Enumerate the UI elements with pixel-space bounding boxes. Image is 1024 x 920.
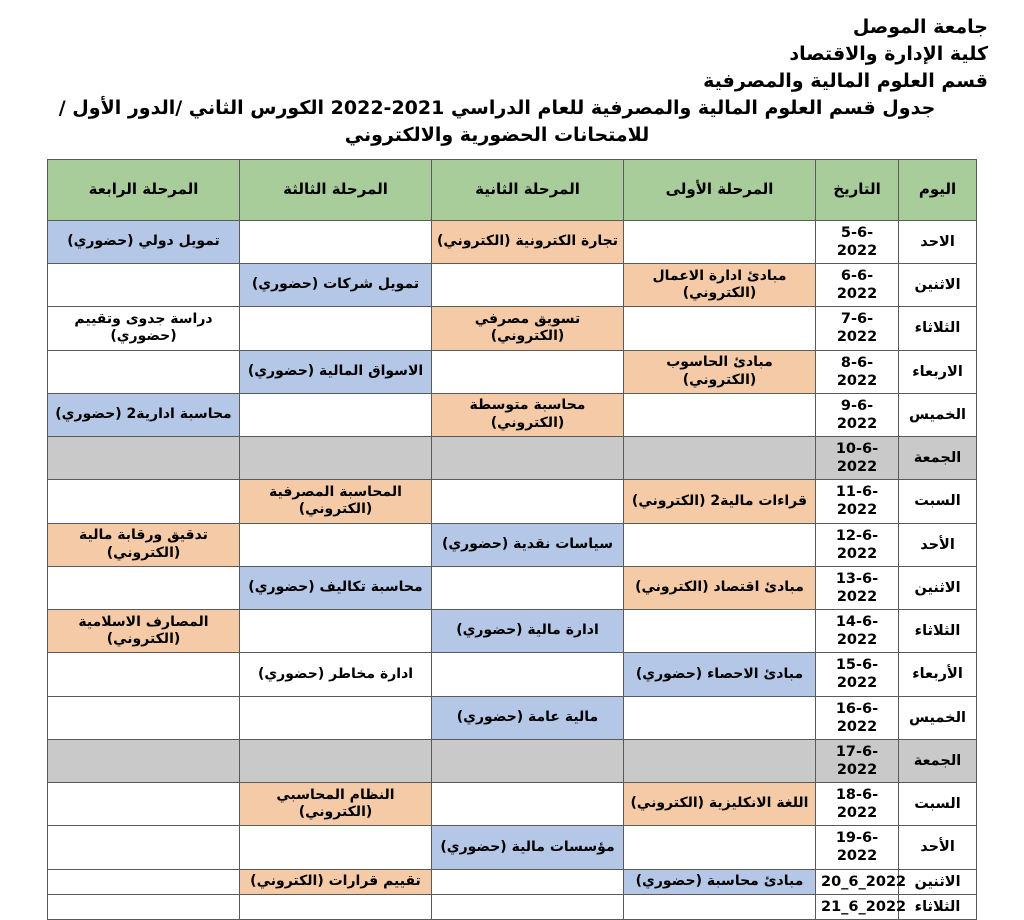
cell-day: الجمعة xyxy=(899,437,977,480)
cell-exam-stage-3 xyxy=(240,393,432,436)
cell-exam-stage-3 xyxy=(240,437,432,480)
cell-date: 16-6-2022 xyxy=(816,696,899,739)
cell-exam-stage-2 xyxy=(432,264,624,307)
college-name: كلية الإدارة والاقتصاد xyxy=(789,42,988,65)
cell-date: 13-6-2022 xyxy=(816,566,899,609)
cell-day: الاثنين xyxy=(899,869,977,894)
cell-exam-stage-2 xyxy=(432,783,624,826)
cell-exam-stage-3: المحاسبة المصرفية (الكتروني) xyxy=(240,480,432,523)
cell-day: السبت xyxy=(899,480,977,523)
cell-exam-stage-3 xyxy=(240,307,432,350)
cell-day: الأحد xyxy=(899,826,977,869)
cell-exam-stage-4 xyxy=(48,350,240,393)
cell-date: 9-6-2022 xyxy=(816,393,899,436)
cell-exam-stage-4: محاسبة ادارية2 (حضوري) xyxy=(48,393,240,436)
cell-exam-stage-2 xyxy=(432,566,624,609)
cell-exam-stage-1 xyxy=(624,826,816,869)
cell-exam-stage-1: مبادئ الاحصاء (حضوري) xyxy=(624,653,816,696)
cell-date: 17-6-2022 xyxy=(816,739,899,782)
cell-exam-stage-3 xyxy=(240,894,432,919)
cell-date: 14-6-2022 xyxy=(816,610,899,653)
cell-exam-stage-4: تمويل دولي (حضوري) xyxy=(48,220,240,263)
cell-exam-stage-4 xyxy=(48,696,240,739)
cell-exam-stage-4: المصارف الاسلامية (الكتروني) xyxy=(48,610,240,653)
cell-exam-stage-1 xyxy=(624,393,816,436)
table-row xyxy=(48,894,977,919)
cell-exam-stage-2 xyxy=(432,350,624,393)
schedule-title: جدول قسم العلوم المالية والمصرفية للعام الدراسي 2021-2022 الكورس الثاني /الدور الأول / للامتحانات الحضورية والالكتروني xyxy=(58,96,936,146)
table-body xyxy=(48,220,977,919)
cell-exam-stage-4 xyxy=(48,783,240,826)
cell-exam-stage-4 xyxy=(48,437,240,480)
cell-exam-stage-2 xyxy=(432,869,624,894)
cell-exam-stage-3 xyxy=(240,523,432,566)
table-row xyxy=(48,783,977,826)
cell-exam-stage-1 xyxy=(624,437,816,480)
cell-exam-stage-1: اللغة الانكليزية (الكتروني) xyxy=(624,783,816,826)
cell-exam-stage-1: قراءات مالية2 (الكتروني) xyxy=(624,480,816,523)
cell-day: الاربعاء xyxy=(899,350,977,393)
table-row xyxy=(48,393,977,436)
table-row xyxy=(48,610,977,653)
cell-day: الأحد xyxy=(899,523,977,566)
cell-date: 15-6-2022 xyxy=(816,653,899,696)
cell-exam-stage-2: سياسات نقدية (حضوري) xyxy=(432,523,624,566)
cell-day: الأربعاء xyxy=(899,653,977,696)
cell-exam-stage-2 xyxy=(432,894,624,919)
table-row xyxy=(48,523,977,566)
table-row xyxy=(48,480,977,523)
cell-exam-stage-4 xyxy=(48,894,240,919)
cell-exam-stage-3: محاسبة تكاليف (حضوري) xyxy=(240,566,432,609)
cell-day: الاثنين xyxy=(899,566,977,609)
cell-date: 5-6-2022 xyxy=(816,220,899,263)
cell-exam-stage-1 xyxy=(624,696,816,739)
cell-exam-stage-2: تجارة الكترونية (الكتروني) xyxy=(432,220,624,263)
column-header-stage-1: المرحلة الأولى xyxy=(624,159,816,220)
cell-exam-stage-2 xyxy=(432,653,624,696)
cell-exam-stage-1 xyxy=(624,220,816,263)
cell-date: 19-6-2022 xyxy=(816,826,899,869)
cell-day: الخميس xyxy=(899,393,977,436)
cell-date: 20_6_2022 xyxy=(816,869,899,894)
cell-date: 7-6-2022 xyxy=(816,307,899,350)
table-row xyxy=(48,566,977,609)
cell-exam-stage-4: تدقيق ورقابة مالية (الكتروني) xyxy=(48,523,240,566)
cell-exam-stage-3 xyxy=(240,610,432,653)
cell-exam-stage-3: ادارة مخاطر (حضوري) xyxy=(240,653,432,696)
table-row xyxy=(48,350,977,393)
cell-day: الاحد xyxy=(899,220,977,263)
cell-exam-stage-2: مالية عامة (حضوري) xyxy=(432,696,624,739)
cell-day: السبت xyxy=(899,783,977,826)
cell-day: الاثنين xyxy=(899,264,977,307)
cell-exam-stage-1: مبادئ ادارة الاعمال (الكتروني) xyxy=(624,264,816,307)
university-name: جامعة الموصل xyxy=(852,16,988,38)
cell-day: الخميس xyxy=(899,696,977,739)
cell-exam-stage-1: مبادئ اقتصاد (الكتروني) xyxy=(624,566,816,609)
column-header-day: اليوم xyxy=(899,159,977,220)
cell-exam-stage-4 xyxy=(48,826,240,869)
table-row xyxy=(48,826,977,869)
cell-exam-stage-3: النظام المحاسبي (الكتروني) xyxy=(240,783,432,826)
cell-exam-stage-4 xyxy=(48,653,240,696)
cell-date: 12-6-2022 xyxy=(816,523,899,566)
table-row xyxy=(48,264,977,307)
cell-day: الثلاثاء xyxy=(899,894,977,919)
cell-exam-stage-1: مبادئ الحاسوب (الكتروني) xyxy=(624,350,816,393)
cell-exam-stage-2 xyxy=(432,437,624,480)
cell-date: 21_6_2022 xyxy=(816,894,899,919)
cell-exam-stage-3 xyxy=(240,696,432,739)
cell-exam-stage-2: محاسبة متوسطة (الكتروني) xyxy=(432,393,624,436)
cell-exam-stage-3: الاسواق المالية (حضوري) xyxy=(240,350,432,393)
column-header-stage-4: المرحلة الرابعة xyxy=(48,159,240,220)
cell-exam-stage-3: تقييم قرارات (الكتروني) xyxy=(240,869,432,894)
cell-exam-stage-4 xyxy=(48,264,240,307)
table-row xyxy=(48,307,977,350)
cell-exam-stage-1 xyxy=(624,894,816,919)
cell-exam-stage-3 xyxy=(240,220,432,263)
table-row xyxy=(48,653,977,696)
cell-exam-stage-4 xyxy=(48,480,240,523)
table-header-row xyxy=(48,159,977,220)
cell-date: 8-6-2022 xyxy=(816,350,899,393)
table-row xyxy=(48,437,977,480)
cell-day: الجمعة xyxy=(899,739,977,782)
cell-day: الثلاثاء xyxy=(899,307,977,350)
cell-date: 10-6-2022 xyxy=(816,437,899,480)
document-header xyxy=(0,0,1024,149)
column-header-stage-3: المرحلة الثالثة xyxy=(240,159,432,220)
exam-schedule-table xyxy=(47,159,977,920)
cell-exam-stage-4: دراسة جدوى وتقييم (حضوري) xyxy=(48,307,240,350)
cell-exam-stage-3: تمويل شركات (حضوري) xyxy=(240,264,432,307)
cell-exam-stage-4 xyxy=(48,566,240,609)
column-header-date: التاريخ xyxy=(816,159,899,220)
cell-exam-stage-2 xyxy=(432,480,624,523)
cell-exam-stage-1 xyxy=(624,523,816,566)
cell-exam-stage-3 xyxy=(240,826,432,869)
cell-exam-stage-2: ادارة مالية (حضوري) xyxy=(432,610,624,653)
cell-exam-stage-4 xyxy=(48,869,240,894)
cell-exam-stage-1: مبادئ محاسبة (حضوري) xyxy=(624,869,816,894)
table-row xyxy=(48,696,977,739)
department-name: قسم العلوم المالية والمصرفية xyxy=(703,69,988,92)
table-row xyxy=(48,869,977,894)
cell-date: 6-6-2022 xyxy=(816,264,899,307)
cell-day: الثلاثاء xyxy=(899,610,977,653)
cell-date: 11-6-2022 xyxy=(816,480,899,523)
column-header-stage-2: المرحلة الثانية xyxy=(432,159,624,220)
cell-exam-stage-2: تسويق مصرفي (الكتروني) xyxy=(432,307,624,350)
cell-exam-stage-2: مؤسسات مالية (حضوري) xyxy=(432,826,624,869)
cell-exam-stage-1 xyxy=(624,610,816,653)
cell-exam-stage-1 xyxy=(624,307,816,350)
table-row xyxy=(48,220,977,263)
cell-date: 18-6-2022 xyxy=(816,783,899,826)
